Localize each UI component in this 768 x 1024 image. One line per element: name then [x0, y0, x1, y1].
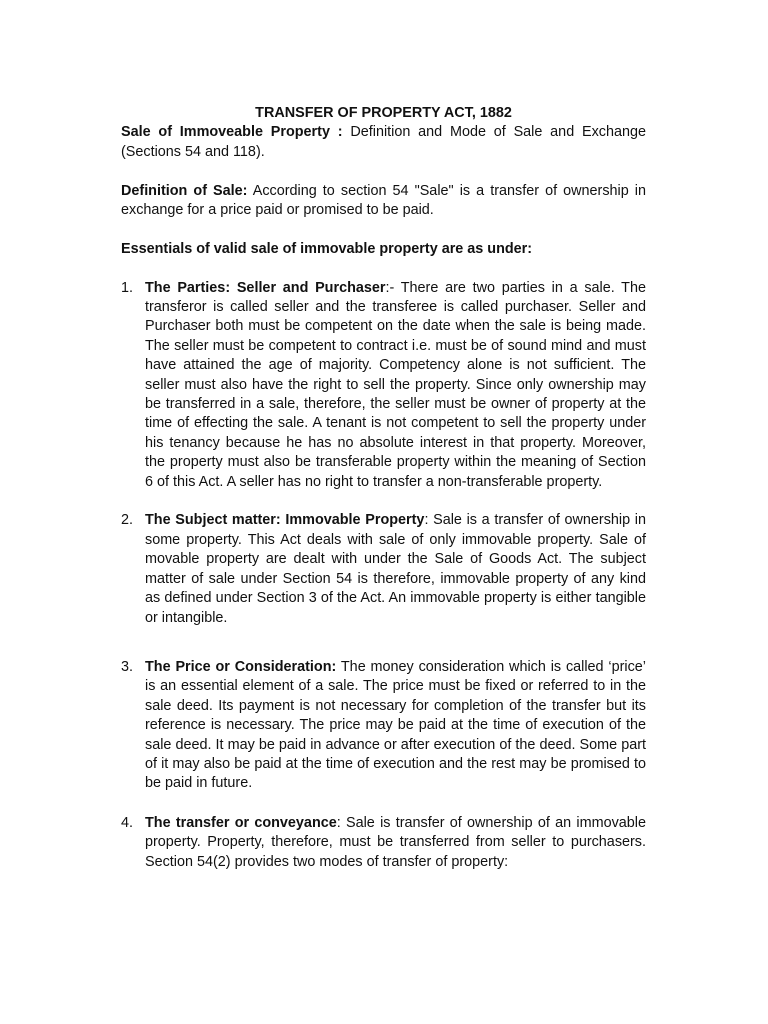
list-item-text: : Sale is a transfer of ownership in some property. This Act deals with sale of only immovable property. Sale of movable property are dealt with under the Sale of Goods Act. The subject matter of sale under Section 54 is therefore, immovable property of any kind as defined under Section 3 of the Act. An immovable property is either tangible or intangible. — [145, 512, 646, 626]
document-page — [121, 104, 646, 872]
essentials-heading: Essentials of valid sale of immovable property are as under: — [121, 240, 533, 257]
list-item-number: 1. — [121, 279, 134, 296]
list-item-bold: The Price or Consideration: — [145, 658, 337, 675]
list-item-bold: The Parties: Seller and Purchaser — [145, 279, 386, 296]
list-item — [121, 814, 646, 872]
list-item-number: 2. — [121, 512, 134, 529]
list-item-number: 4. — [121, 814, 134, 831]
subtitle-paragraph — [121, 123, 646, 162]
essentials-list — [121, 279, 646, 872]
list-item-number: 3. — [121, 658, 134, 675]
list-item-bold: The Subject matter: Immovable Property — [145, 512, 425, 529]
definition-bold: Definition of Sale: — [121, 182, 248, 199]
definition-text: According to section 54 "Sale" is a transfer of ownership in exchange for a price paid or promised to be paid. — [121, 182, 647, 219]
list-item — [121, 279, 646, 492]
list-item — [121, 511, 646, 627]
subtitle-bold: Sale of Immoveable Property : — [121, 124, 343, 141]
list-item-text: The money consideration which is called ‘price’ is an essential element of a sale. The price must be fixed or referred to in the sale deed. Its payment is not necessary for completion of the transfer but its reference is necessary. The price may be paid at the time of execution of the sale deed. It may be paid in advance or after execution of the deed. Some part of it may also be paid at the time of execution and the rest may be promised to be paid in future. — [145, 658, 646, 792]
list-item-text: : Sale is transfer of ownership of an immovable property. Property, therefore, must be transferred from seller to purchasers. Section 54(2) provides two modes of transfer of property: — [145, 814, 646, 870]
subtitle-text: Definition and Mode of Sale and Exchange (Sections 54 and 118). — [121, 124, 646, 160]
definition-paragraph — [121, 182, 646, 221]
list-item-text: :- There are two parties in a sale. The transferor is called seller and the transferee is called purchaser. Seller and Purchaser both must be competent on the date when the sale is being made. The seller must be competent to contract i.e. must be of sound mind and must have attained the age of majority. Competency alone is not sufficient. The seller must also have the right to sell the property. Since only ownership may be transferred in a sale, therefore, the seller must be owner of property at the time of effecting the sale. A tenant is not competent to sell the property under his tenancy because he has no absolute interest in that property. Moreover, the property must also be transferable property within the meaning of Section 6 of this Act. A seller has no right to transfer a non-transferable property. — [145, 279, 646, 490]
list-item — [121, 658, 646, 794]
list-item-bold: The transfer or conveyance — [145, 814, 337, 831]
document-title: TRANSFER OF PROPERTY ACT, 1882 — [255, 105, 512, 121]
